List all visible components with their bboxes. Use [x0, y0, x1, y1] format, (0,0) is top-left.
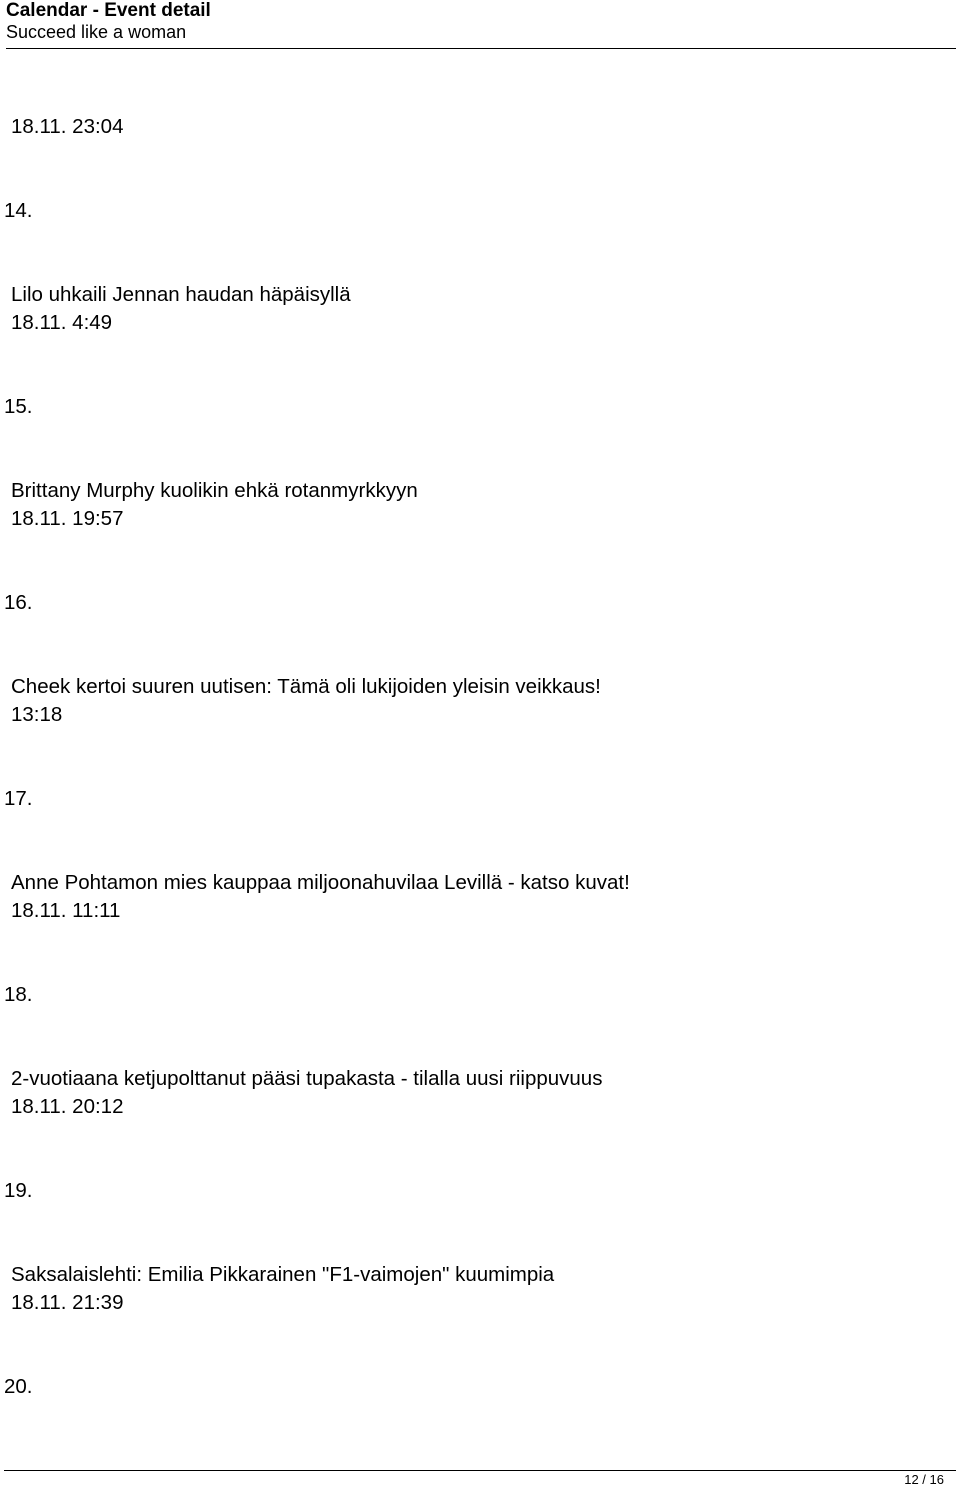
- list-item-time: 13:18: [11, 703, 63, 726]
- footer-divider: [4, 1470, 956, 1471]
- list-item-time: 18.11. 19:57: [11, 507, 124, 530]
- list-item-time: 18.11. 20:12: [11, 1095, 124, 1118]
- list-item-title-link[interactable]: Saksalaislehti: Emilia Pikkarainen "F1-vaimojen" kuumimpia: [11, 1263, 555, 1286]
- list-item-number: 16.: [4, 591, 33, 614]
- list-item-number: 15.: [4, 395, 33, 418]
- list-item-title-link[interactable]: Lilo uhkaili Jennan haudan häpäisyllä: [11, 283, 351, 306]
- list-item-title-link[interactable]: Cheek kertoi suuren uutisen: Tämä oli lukijoiden yleisin veikkaus!: [11, 675, 601, 698]
- list-item-time: 18.11. 11:11: [11, 899, 121, 922]
- list-item-title-link[interactable]: Brittany Murphy kuolikin ehkä rotanmyrkkyyn: [11, 479, 418, 502]
- page-number: 12 / 16: [904, 1472, 944, 1487]
- page-title: Calendar - Event detail: [6, 0, 211, 21]
- list-item-number: 20.: [4, 1375, 33, 1398]
- list-item-time: 18.11. 21:39: [11, 1291, 124, 1314]
- list-item-number: 17.: [4, 787, 33, 810]
- page-subtitle: Succeed like a woman: [6, 22, 187, 42]
- list-item-title-link[interactable]: Anne Pohtamon mies kauppaa miljoonahuvilaa Levillä - katso kuvat!: [11, 871, 630, 894]
- list-item-number: 18.: [4, 983, 33, 1006]
- list-item-title-link[interactable]: 2-vuotiaana ketjupolttanut pääsi tupakasta - tilalla uusi riippuvuus: [11, 1067, 603, 1090]
- list-item-number: 14.: [4, 199, 33, 222]
- header-divider: [6, 48, 956, 49]
- list-item-time: 18.11. 4:49: [11, 311, 113, 334]
- list-item-time: 18.11. 23:04: [11, 115, 124, 138]
- list-item-number: 19.: [4, 1179, 33, 1202]
